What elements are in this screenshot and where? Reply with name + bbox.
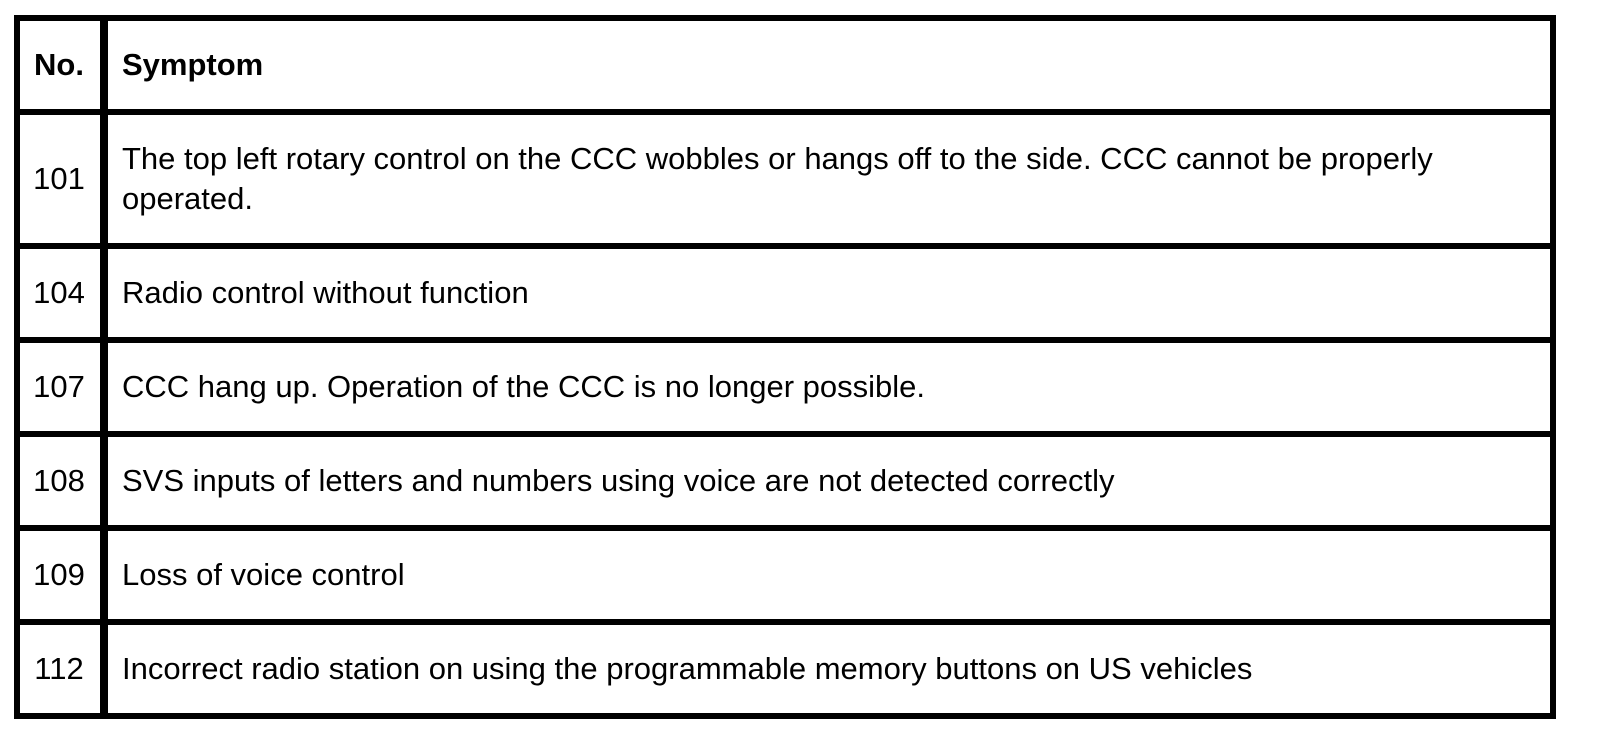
table-header-row xyxy=(17,18,1553,112)
row-number: 108 xyxy=(17,434,104,528)
row-number: 104 xyxy=(17,246,104,340)
header-no: No. xyxy=(17,18,104,112)
row-symptom: SVS inputs of letters and numbers using voice are not detected correctly xyxy=(104,434,1553,528)
row-number: 101 xyxy=(17,112,104,246)
row-symptom: The top left rotary control on the CCC wobbles or hangs off to the side. CCC cannot be properly operated. xyxy=(104,112,1553,246)
row-symptom: CCC hang up. Operation of the CCC is no longer possible. xyxy=(104,340,1553,434)
row-number: 107 xyxy=(17,340,104,434)
table-row xyxy=(17,246,1553,340)
table-row xyxy=(17,434,1553,528)
table-row xyxy=(17,622,1553,716)
row-symptom: Loss of voice control xyxy=(104,528,1553,622)
table-row xyxy=(17,340,1553,434)
row-number: 112 xyxy=(17,622,104,716)
header-symptom: Symptom xyxy=(104,18,1553,112)
table-row xyxy=(17,112,1553,246)
symptom-table xyxy=(14,15,1556,719)
row-symptom: Incorrect radio station on using the programmable memory buttons on US vehicles xyxy=(104,622,1553,716)
table-row xyxy=(17,528,1553,622)
row-number: 109 xyxy=(17,528,104,622)
row-symptom: Radio control without function xyxy=(104,246,1553,340)
